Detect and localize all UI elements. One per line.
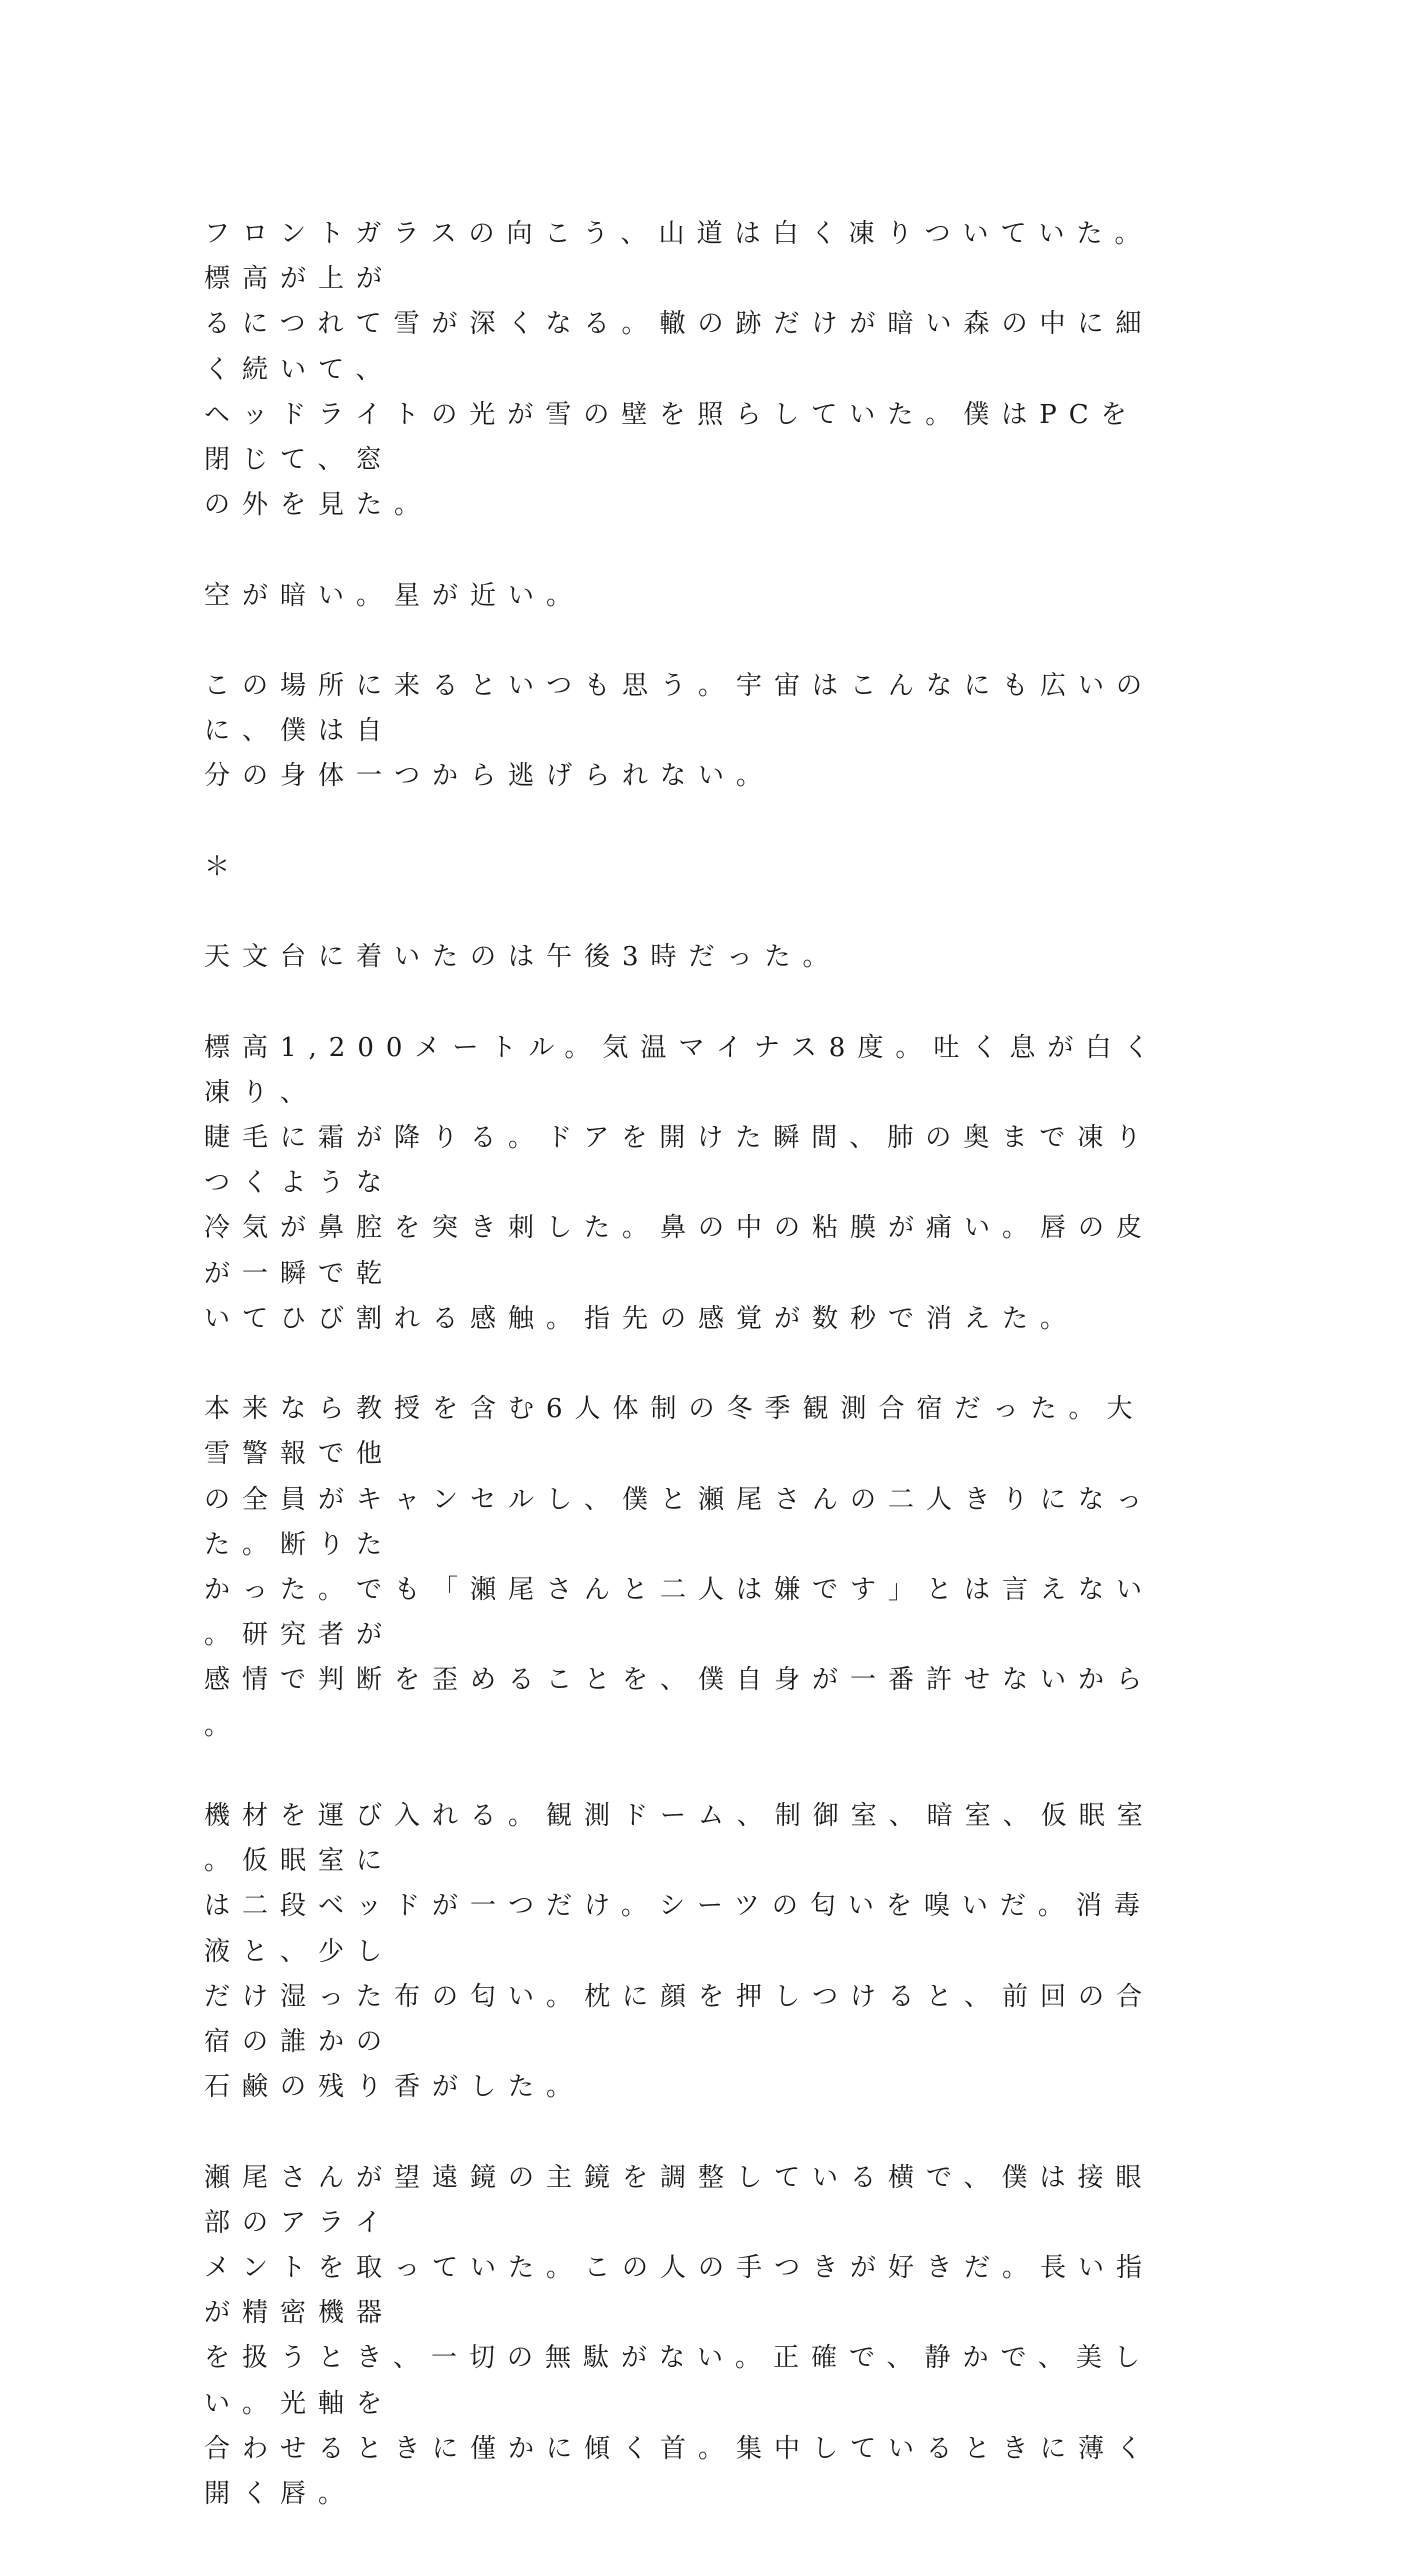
paragraph xyxy=(204,935,1164,980)
text-line: 合わせるときに僅かに傾く首。集中しているときに薄く開く唇。 xyxy=(204,2433,1155,2510)
text-line: 石鹸の残り香がした。 xyxy=(204,2072,585,2103)
paragraph xyxy=(204,1387,1164,1749)
text-line: 天文台に着いたのは午後3時だった。 xyxy=(204,942,841,973)
text-line: を扱うとき、一切の無駄がない。正確で、静かで、美しい。光軸を xyxy=(204,2343,1152,2419)
text-line: 冷気が鼻腔を突き刺した。鼻の中の粘膜が痛い。唇の皮が一瞬で乾 xyxy=(204,1213,1155,1289)
paragraph xyxy=(204,2156,1164,2518)
text-line: この場所に来るといつも思う。宇宙はこんなにも広いのに、僕は自 xyxy=(204,671,1155,747)
text-line: いてひび割れる感触。指先の感覚が数秒で消えた。 xyxy=(204,1303,1079,1334)
text-line: 本来なら教授を含む6人体制の冬季観測合宿だった。大雪警報で他 xyxy=(204,1394,1145,1470)
text-line: ヘッドライトの光が雪の壁を照らしていた。僕はPCを閉じて、窓 xyxy=(204,399,1139,476)
paragraph xyxy=(204,1026,1164,1342)
paragraph xyxy=(204,212,1164,528)
paragraph xyxy=(204,664,1164,800)
paragraph xyxy=(204,574,1164,619)
text-line: かった。でも「瀬尾さんと二人は嫌です」とは言えない。研究者が xyxy=(204,1575,1155,1651)
text-line: ＊ xyxy=(204,851,243,882)
text-line: の外を見た。 xyxy=(204,490,433,521)
text-line: 空が暗い。星が近い。 xyxy=(204,580,585,611)
text-line: 感情で判断を歪めることを、僕自身が一番許せないから。 xyxy=(204,1665,1155,1741)
text-line: フロントガラスの向こう、山道は白く凍りついていた。標高が上が xyxy=(204,219,1153,295)
text-line: メントを取っていた。この人の手つきが好きだ。長い指が精密機器 xyxy=(204,2253,1155,2329)
text-line: 睫毛に霜が降りる。ドアを開けた瞬間、肺の奥まで凍りつくような xyxy=(204,1122,1154,1199)
text-line: の全員がキャンセルし、僕と瀬尾さんの二人きりになった。断りた xyxy=(204,1484,1155,1560)
text-line: 分の身体一つから逃げられない。 xyxy=(204,761,775,792)
document-page xyxy=(204,212,1164,2562)
text-line: だけ湿った布の匂い。枕に顔を押しつけると、前回の合宿の誰かの xyxy=(204,1981,1155,2058)
text-line: 機材を運び入れる。観測ドーム、制御室、暗室、仮眠室。仮眠室に xyxy=(204,1801,1155,1877)
paragraph xyxy=(204,1794,1164,2110)
text-line: は二段ベッドが一つだけ。シーツの匂いを嗅いだ。消毒液と、少し xyxy=(204,1891,1152,1967)
text-line: 標高1,200メートル。気温マイナス8度。吐く息が白く凍り、 xyxy=(204,1032,1162,1108)
text-line: 瀬尾さんが望遠鏡の主鏡を調整している横で、僕は接眼部のアライ xyxy=(204,2162,1154,2238)
section-break xyxy=(204,845,1164,890)
text-line: るにつれて雪が深くなる。轍の跡だけが暗い森の中に細く続いて、 xyxy=(204,309,1154,385)
